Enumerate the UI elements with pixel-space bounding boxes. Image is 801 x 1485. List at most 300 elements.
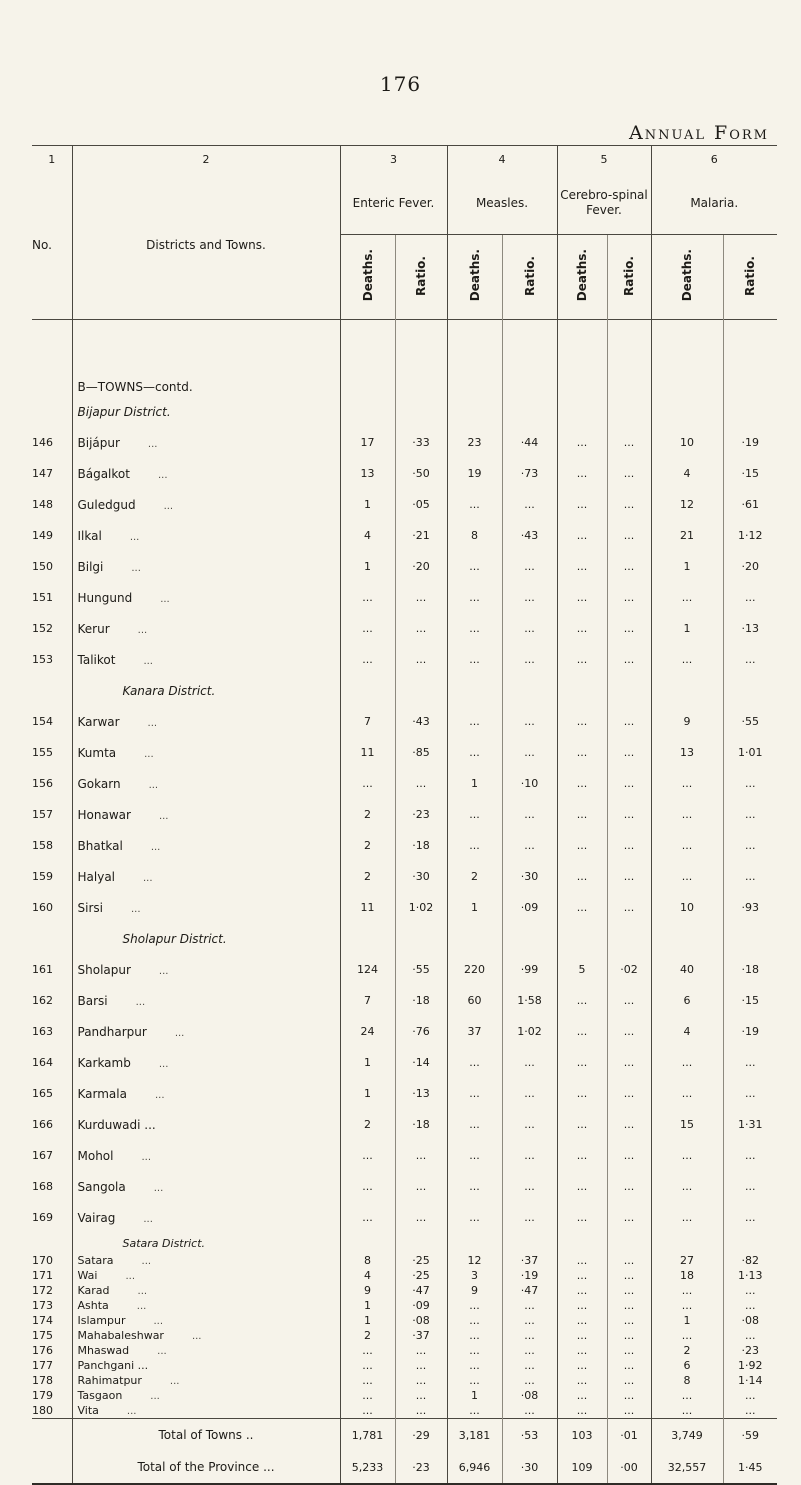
town-name-cell — [72, 1283, 340, 1298]
ratio-cell: ·14 — [395, 1047, 447, 1078]
deaths-cell: 2 — [651, 1343, 723, 1358]
deaths-cell: 37 — [447, 1016, 502, 1047]
ratio-cell: ·30 — [395, 861, 447, 892]
row-number: 167 — [32, 1149, 53, 1162]
deaths-cell: ... — [557, 489, 607, 520]
town-name: Sholapur — [77, 962, 131, 977]
ratio-cell: ... — [502, 737, 557, 768]
leader-dots: ... — [158, 1058, 169, 1070]
total-label: Total of Towns .. — [72, 1419, 340, 1452]
town-name-cell — [72, 892, 340, 923]
ratio-cell: ·18 — [723, 954, 777, 985]
deaths-cell: ... — [340, 1140, 395, 1171]
town-name-cell — [72, 1202, 340, 1233]
deaths-cell: ... — [651, 1078, 723, 1109]
ratio-cell: ·20 — [395, 551, 447, 582]
town-name: Karad — [77, 1284, 110, 1297]
deaths-cell: ... — [651, 830, 723, 861]
ratio-cell: ·00 — [607, 1451, 651, 1484]
town-name: Satara — [77, 1254, 114, 1267]
deaths-cell: 2 — [340, 799, 395, 830]
town-name: Mohol — [77, 1148, 114, 1163]
ratio-cell: ·33 — [395, 427, 447, 458]
town-name: Mahabaleshwar — [77, 1329, 164, 1342]
deaths-cell: 9 — [340, 1283, 395, 1298]
deaths-cell: 12 — [651, 489, 723, 520]
ratio-cell: 1·58 — [502, 985, 557, 1016]
town-name-cell — [72, 1078, 340, 1109]
ratio-cell: ... — [502, 1343, 557, 1358]
deaths-cell: ... — [651, 1403, 723, 1419]
town-name-cell — [72, 830, 340, 861]
table-row — [32, 737, 777, 768]
row-number: 148 — [32, 498, 53, 511]
ratio-cell: ·08 — [723, 1313, 777, 1328]
deaths-cell: 18 — [651, 1268, 723, 1283]
town-name: Ashta — [77, 1299, 109, 1312]
ratio-cell: ·05 — [395, 489, 447, 520]
ratio-cell: ... — [395, 644, 447, 675]
ratio-cell: ... — [502, 1403, 557, 1419]
row-number: 169 — [32, 1211, 53, 1224]
ratio-cell: ... — [607, 1016, 651, 1047]
deaths-cell: ... — [651, 1298, 723, 1313]
ratio-cell: ·37 — [395, 1328, 447, 1343]
town-name-cell — [72, 1403, 340, 1419]
town-name-cell — [72, 427, 340, 458]
row-number: 151 — [32, 591, 53, 604]
deaths-cell: ... — [447, 737, 502, 768]
deaths-cell: 4 — [340, 520, 395, 551]
deaths-cell: ... — [557, 1313, 607, 1328]
ratio-cell: ... — [607, 768, 651, 799]
deaths-cell: ... — [340, 613, 395, 644]
deaths-cell: ... — [557, 892, 607, 923]
deaths-cell: ... — [340, 1388, 395, 1403]
row-number: 166 — [32, 1118, 53, 1131]
ratio-cell: ... — [607, 520, 651, 551]
ratio-cell: ... — [395, 1358, 447, 1373]
ratio-cell: ... — [607, 427, 651, 458]
deaths-cell: ... — [447, 551, 502, 582]
row-number: 162 — [32, 994, 53, 1007]
table-row — [32, 1328, 777, 1343]
deaths-cell: ... — [557, 1283, 607, 1298]
town-name: Karkamb — [77, 1055, 131, 1070]
district-title-row — [32, 396, 777, 427]
table-row — [32, 1373, 777, 1388]
table-row — [32, 1109, 777, 1140]
deaths-cell: 8 — [447, 520, 502, 551]
ratio-cell: ... — [502, 799, 557, 830]
ratio-cell: ... — [502, 1078, 557, 1109]
town-name: Bijápur — [77, 435, 120, 450]
deaths-cell: 27 — [651, 1253, 723, 1268]
ratio-cell: ... — [723, 830, 777, 861]
row-number: 161 — [32, 963, 53, 976]
ratio-cell: ... — [502, 830, 557, 861]
ratio-cell: ... — [502, 1313, 557, 1328]
ratio-cell: ·19 — [723, 1016, 777, 1047]
deaths-cell: 3,181 — [447, 1419, 502, 1452]
town-name: Islampur — [77, 1314, 126, 1327]
ratio-cell: ... — [723, 1298, 777, 1313]
leader-dots: ... — [154, 1089, 165, 1101]
ratio-cell: ... — [607, 1202, 651, 1233]
leader-dots: ... — [130, 903, 141, 915]
ratio-cell: ... — [607, 458, 651, 489]
section-title: B—TOWNS—contd. — [72, 320, 340, 397]
table-row — [32, 830, 777, 861]
deaths-cell: 6 — [651, 1358, 723, 1373]
leader-dots: ... — [144, 748, 154, 760]
table-row — [32, 1016, 777, 1047]
subhead-deaths: Deaths. — [447, 235, 502, 320]
deaths-cell: ... — [340, 1403, 395, 1419]
deaths-cell: ... — [447, 582, 502, 613]
town-name: Bágalkot — [77, 466, 130, 481]
leader-dots: ... — [150, 841, 161, 853]
town-name-cell — [72, 861, 340, 892]
ratio-cell: ·29 — [395, 1419, 447, 1452]
deaths-cell: 7 — [340, 985, 395, 1016]
ratio-cell: ... — [723, 1283, 777, 1298]
ratio-cell: ... — [395, 1343, 447, 1358]
ratio-cell: 1·02 — [502, 1016, 557, 1047]
deaths-cell: 2 — [340, 830, 395, 861]
leader-dots: ... — [158, 965, 169, 977]
town-name-cell — [72, 1109, 340, 1140]
ratio-cell: ... — [607, 582, 651, 613]
ratio-cell: ... — [395, 768, 447, 799]
deaths-cell: 4 — [651, 1016, 723, 1047]
deaths-cell: ... — [447, 799, 502, 830]
deaths-cell: 1 — [340, 489, 395, 520]
deaths-cell: 3,749 — [651, 1419, 723, 1452]
table-row — [32, 551, 777, 582]
deaths-cell: 19 — [447, 458, 502, 489]
deaths-cell: ... — [340, 1358, 395, 1373]
town-name: Kumta — [77, 745, 117, 760]
deaths-cell: ... — [447, 1313, 502, 1328]
town-name-cell — [72, 551, 340, 582]
ratio-cell: ·23 — [395, 799, 447, 830]
row-number: 179 — [32, 1389, 53, 1402]
deaths-cell: ... — [557, 613, 607, 644]
ratio-cell: ·50 — [395, 458, 447, 489]
ratio-cell: ·19 — [723, 427, 777, 458]
ratio-cell: ... — [607, 1047, 651, 1078]
ratio-cell: ·21 — [395, 520, 447, 551]
deaths-cell: ... — [447, 1373, 502, 1388]
ratio-cell: ... — [502, 1328, 557, 1343]
deaths-cell: 2 — [340, 1328, 395, 1343]
ratio-cell: ·55 — [395, 954, 447, 985]
ratio-cell: ... — [723, 1202, 777, 1233]
deaths-cell: ... — [651, 1283, 723, 1298]
deaths-cell: ... — [557, 1373, 607, 1388]
deaths-cell: 1 — [340, 1047, 395, 1078]
deaths-cell: ... — [557, 768, 607, 799]
ratio-cell: ·30 — [502, 1451, 557, 1484]
deaths-cell: ... — [447, 830, 502, 861]
subhead-ratio: Ratio. — [723, 235, 777, 320]
town-name: Sirsi — [77, 900, 103, 915]
town-name: Karwar — [77, 714, 120, 729]
ratio-cell: 1·14 — [723, 1373, 777, 1388]
deaths-cell: ... — [340, 644, 395, 675]
ratio-cell: ... — [607, 1253, 651, 1268]
ratio-cell: ... — [502, 644, 557, 675]
leader-dots: ... — [147, 438, 158, 450]
table-row — [32, 644, 777, 675]
deaths-cell: 11 — [340, 737, 395, 768]
col-number-5: 5 — [557, 146, 651, 173]
deaths-cell: 40 — [651, 954, 723, 985]
ratio-cell: ... — [607, 892, 651, 923]
town-name-cell — [72, 1358, 340, 1373]
ratio-cell: ·10 — [502, 768, 557, 799]
ratio-cell: ... — [723, 1078, 777, 1109]
leader-dots: ... — [148, 779, 159, 791]
leader-dots: ... — [157, 469, 168, 481]
ratio-cell: ... — [723, 861, 777, 892]
ratio-cell: 1·31 — [723, 1109, 777, 1140]
deaths-cell: ... — [557, 830, 607, 861]
deaths-cell: ... — [651, 582, 723, 613]
subhead-deaths: Deaths. — [651, 235, 723, 320]
table-row — [32, 1140, 777, 1171]
town-name: Vairag — [77, 1210, 116, 1225]
town-name-cell — [72, 737, 340, 768]
deaths-cell: 7 — [340, 706, 395, 737]
town-name: Barsi — [77, 993, 108, 1008]
district-title-row — [32, 923, 777, 954]
deaths-cell: 1 — [340, 1078, 395, 1109]
deaths-cell: ... — [651, 644, 723, 675]
group-enteric: Enteric Fever. — [340, 172, 447, 235]
table-row — [32, 1358, 777, 1373]
ratio-cell: ·85 — [395, 737, 447, 768]
row-number: 159 — [32, 870, 53, 883]
ratio-cell: ·18 — [395, 985, 447, 1016]
ratio-cell: 1·02 — [395, 892, 447, 923]
ratio-cell: ·02 — [607, 954, 651, 985]
deaths-cell: 8 — [651, 1373, 723, 1388]
no-header — [32, 172, 72, 320]
ratio-cell: ·47 — [395, 1283, 447, 1298]
leader-dots: ... — [153, 1316, 164, 1327]
deaths-cell: ... — [340, 1171, 395, 1202]
section-title-row — [32, 320, 777, 397]
deaths-cell: ... — [557, 1109, 607, 1140]
deaths-cell: 13 — [651, 737, 723, 768]
deaths-cell: ... — [557, 1388, 607, 1403]
leader-dots: ... — [143, 872, 153, 884]
subhead-deaths: Deaths. — [557, 235, 607, 320]
town-name: Ilkal — [77, 528, 102, 543]
ratio-cell: ·99 — [502, 954, 557, 985]
ratio-cell: ... — [607, 1343, 651, 1358]
ratio-cell: ... — [607, 737, 651, 768]
row-number: 152 — [32, 622, 53, 635]
deaths-cell: 3 — [447, 1268, 502, 1283]
deaths-cell: ... — [447, 1140, 502, 1171]
town-name: Talikot — [77, 652, 116, 667]
deaths-cell: 23 — [447, 427, 502, 458]
deaths-cell: 1 — [340, 1298, 395, 1313]
deaths-cell: 17 — [340, 427, 395, 458]
ratio-cell: ... — [502, 1109, 557, 1140]
ratio-cell: ·18 — [395, 830, 447, 861]
total-label: Total of the Province ... — [72, 1451, 340, 1484]
deaths-cell: ... — [557, 1202, 607, 1233]
col-number-1: 1 — [48, 152, 56, 166]
table-row — [32, 1078, 777, 1109]
ratio-cell: ... — [607, 1109, 651, 1140]
town-name-cell — [72, 1373, 340, 1388]
deaths-cell: ... — [557, 1328, 607, 1343]
town-name: Kerur — [77, 621, 110, 636]
no-label: No. — [32, 238, 52, 252]
ratio-cell: ·23 — [395, 1451, 447, 1484]
row-number: 155 — [32, 746, 53, 759]
deaths-cell: ... — [557, 520, 607, 551]
table-row — [32, 799, 777, 830]
deaths-cell: 21 — [651, 520, 723, 551]
ratio-cell: ... — [395, 1171, 447, 1202]
deaths-cell: ... — [557, 861, 607, 892]
deaths-cell: ... — [340, 768, 395, 799]
ratio-cell: ·44 — [502, 427, 557, 458]
town-name-cell — [72, 1016, 340, 1047]
subhead-ratio: Ratio. — [607, 235, 651, 320]
ratio-cell: ... — [607, 1388, 651, 1403]
ratio-cell: ... — [723, 644, 777, 675]
row-number: 154 — [32, 715, 53, 728]
deaths-cell: ... — [557, 799, 607, 830]
deaths-cell: 5,233 — [340, 1451, 395, 1484]
town-name-cell — [72, 1140, 340, 1171]
deaths-cell: 1 — [447, 1388, 502, 1403]
ratio-cell: ... — [502, 1140, 557, 1171]
table-row — [32, 1298, 777, 1313]
ratio-cell: ... — [502, 706, 557, 737]
ratio-cell: ... — [607, 1298, 651, 1313]
ratio-cell: ... — [723, 582, 777, 613]
row-number: 146 — [32, 436, 53, 449]
districts-label: Districts and Towns. — [146, 238, 266, 252]
ratio-cell: 1·01 — [723, 737, 777, 768]
ratio-cell: ... — [607, 1268, 651, 1283]
deaths-cell: ... — [447, 613, 502, 644]
deaths-cell: 220 — [447, 954, 502, 985]
table-row — [32, 706, 777, 737]
deaths-cell: ... — [557, 1016, 607, 1047]
ratio-cell: ... — [395, 1373, 447, 1388]
ratio-cell: ·73 — [502, 458, 557, 489]
ratio-cell: ... — [607, 1283, 651, 1298]
town-name: Gokarn — [77, 776, 121, 791]
deaths-cell: ... — [340, 1202, 395, 1233]
ratio-cell: 1·45 — [723, 1451, 777, 1484]
row-number: 171 — [32, 1269, 53, 1282]
deaths-cell: ... — [651, 768, 723, 799]
deaths-cell: ... — [447, 1109, 502, 1140]
ratio-cell: ... — [607, 830, 651, 861]
town-name: Karmala — [77, 1086, 127, 1101]
mortality-table — [32, 145, 777, 1485]
deaths-cell: 10 — [651, 892, 723, 923]
row-number: 170 — [32, 1254, 53, 1267]
ratio-cell: ... — [607, 1358, 651, 1373]
ratio-cell: ·53 — [502, 1419, 557, 1452]
ratio-cell: ·30 — [502, 861, 557, 892]
town-name-cell — [72, 1328, 340, 1343]
town-name-cell — [72, 954, 340, 985]
district-title: Kanara District. — [72, 675, 340, 706]
table-body — [32, 320, 777, 1485]
ratio-cell: ... — [723, 1328, 777, 1343]
deaths-cell: ... — [557, 1047, 607, 1078]
ratio-cell: ... — [607, 1373, 651, 1388]
deaths-cell: ... — [557, 1171, 607, 1202]
leader-dots: ... — [126, 1406, 137, 1417]
ratio-cell: ... — [502, 489, 557, 520]
row-number: 160 — [32, 901, 53, 914]
ratio-cell: ... — [723, 1140, 777, 1171]
deaths-cell: ... — [447, 1171, 502, 1202]
deaths-cell: ... — [557, 1358, 607, 1373]
deaths-cell: 9 — [651, 706, 723, 737]
deaths-cell: ... — [557, 427, 607, 458]
ratio-cell: ·01 — [607, 1419, 651, 1452]
town-name: Hungund — [77, 590, 133, 605]
town-name-cell — [72, 985, 340, 1016]
leader-dots: ... — [157, 1346, 167, 1357]
deaths-cell: ... — [340, 1373, 395, 1388]
town-name-cell — [72, 489, 340, 520]
ratio-cell: ... — [723, 1388, 777, 1403]
leader-dots: ... — [137, 624, 148, 636]
leader-dots: ... — [191, 1331, 202, 1342]
leader-dots: ... — [158, 810, 169, 822]
deaths-cell: ... — [447, 1328, 502, 1343]
ratio-cell: ·59 — [723, 1419, 777, 1452]
ratio-cell: ... — [395, 582, 447, 613]
ratio-cell: ... — [502, 1202, 557, 1233]
town-name-cell — [72, 613, 340, 644]
deaths-cell: ... — [651, 1202, 723, 1233]
deaths-cell: ... — [447, 489, 502, 520]
group-malaria: Malaria. — [651, 172, 777, 235]
ratio-cell: ... — [502, 1373, 557, 1388]
deaths-cell: ... — [557, 737, 607, 768]
deaths-cell: 6,946 — [447, 1451, 502, 1484]
ratio-cell: ... — [395, 1403, 447, 1419]
ratio-cell: ·08 — [502, 1388, 557, 1403]
row-number: 153 — [32, 653, 53, 666]
ratio-cell: ... — [395, 1388, 447, 1403]
row-number: 178 — [32, 1374, 53, 1387]
ratio-cell: ·08 — [395, 1313, 447, 1328]
town-name-cell — [72, 706, 340, 737]
ratio-cell: ·23 — [723, 1343, 777, 1358]
ratio-cell: ... — [607, 1140, 651, 1171]
ratio-cell: ... — [723, 1403, 777, 1419]
deaths-cell: ... — [557, 582, 607, 613]
row-number: 150 — [32, 560, 53, 573]
